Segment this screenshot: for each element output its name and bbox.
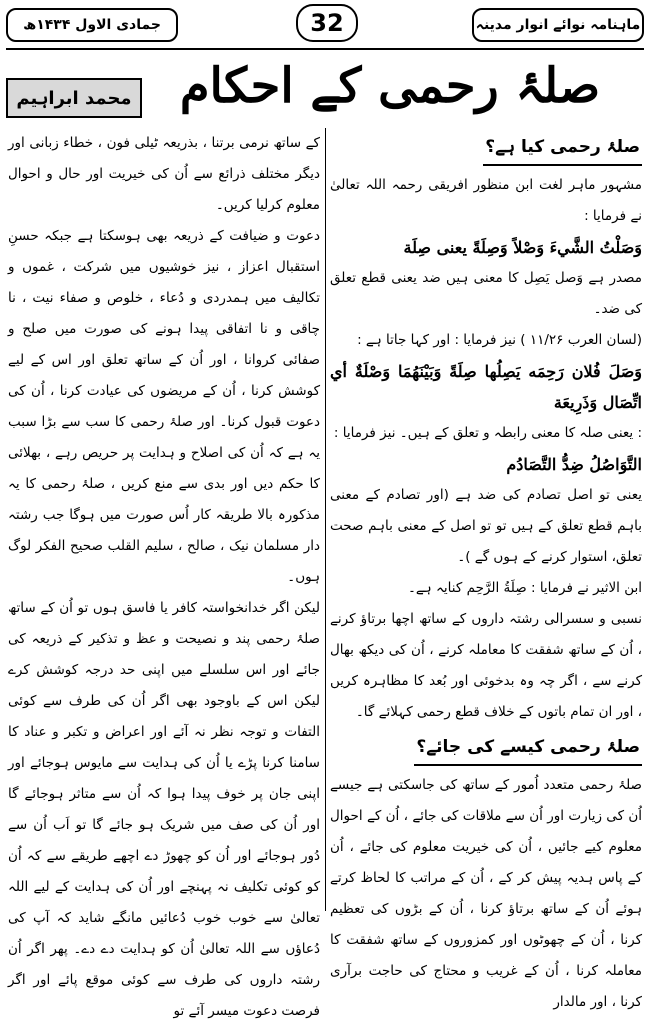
paragraph: لیکن اگر خدانخواستہ کافر یا فاسق ہوں تو اُن کے ساتھ صلۂ رحمی پند و نصیحت و عظ و تذکیر کے ذریعہ کی جائے اور اس سلسلے میں اپنی حد درجہ کوشش کرے لیکن اس کے باوجود بھی اگر اُن کی طرف سے کوئی التفات و توجہ نظر نہ آئے اور اعراض و تکبر و عناد کا سامنا کرنا پڑے یا اُن کی ہدایت سے مایوس ہوجائے اور اپنی جان پر خوف پیدا ہوا کہ اُن سے متاثر ہوجائے گا اور اُن کی صف میں شریک ہو جائے گا تو اَب اُن سے دُور ہوجائے اور اُن کو چھوڑ دے اچھے طریقے سے کہ اُن کو کوئی تکلیف نہ پہنچے اور اُن کی ہدایت کے لیے اللہ تعالیٰ سے خوب خوب دُعائیں مانگے شاید کہ آپ کی دُعاؤں سے اللہ تعالیٰ اُن کو ہدایت دے دے۔ پھر اگر اُن رشتہ داروں کی طرف سے کوئی موقع پائے اور اگر فرصت دعوت میسر آئے تو	[8, 600, 320, 1019]
paragraph: دعوت و ضیافت کے ذریعہ بھی ہوسکتا ہے جبکہ حسنِ استقبال اعزاز ، نیز خوشیوں میں شرکت ، غموں و تکالیف میں ہمدردی و دُعاء ، خلوص و صفاء نیت ، نا چاقی و نا اتفاقی پیدا ہونے کی صورت میں صلح و صفائی کروانا ، اور اُن کے ساتھ تعلق اور اس کے لیے کوشش کرنا ، اُن کے مریضوں کی عیادت کرنا ، اُن کی دعوت قبول کرنا۔ اور صلۂ رحمی کا سب سے بڑا سبب یہ ہے کہ اُن کی اصلاح و ہدایت پر حریص رہے ، بھلائی کا حکم دیں اور بدی سے منع کریں ، صلۂ رحمی کا یہ مذکورہ بالا طریقہ کار اُس صورت میں ہوگا جب رشتہ دار مسلمان نیک ، صالح ، سلیم القلب صحیح الفکر لوگ ہوں۔	[8, 228, 320, 585]
magazine-name: ماہنامہ نوائے انوار مدینہ	[472, 8, 644, 42]
paragraph: یعنی تو اصل تصادم کی ضد ہے (اور تصادم کے معنی باہم قطع تعلق کے ہیں تو تو اصل کے معنی باہم صحت تعلق، استوار کرنے کے ہوں گے )۔	[330, 487, 642, 565]
left-column	[8, 128, 320, 1019]
arabic-quote: التَّوَاصُلُ ضِدُّ التَّصَادُم	[506, 455, 642, 474]
heading-how-to-do-silah-rahmi: صلۂ رحمی کیسے کی جائے؟	[414, 730, 642, 766]
issue-date: جمادی الاول ۱۴۳۴ھ	[6, 8, 178, 42]
paragraph: (لسان العرب ۱۱/۲۶ ) نیز فرمایا : اور کہا جاتا ہے :	[357, 332, 642, 348]
paragraph: صلۂ رحمی متعدد اُمور کے ساتھ کی جاسکتی ہے جیسے اُن کی زیارت اور اُن سے ملاقات کی جائے ، اُن کے احوال معلوم کیے جائیں ، اُن کی خیریت معلوم کی جائے ، اُن کے پاس ہدیہ پیش کر کے ، اُن کے مراتب کا لحاظ کرتے ہوئے اُن کے ساتھ برتاؤ کرنا ، اُن کے بڑوں کی تعظیم کرنا ، اُن کے چھوٹوں اور کمزوروں کے ساتھ شفقت کا معاملہ کرنا ، اُن کے غریب و محتاج کی حاجت برآری کرنا ، اور مالدار	[330, 777, 642, 1010]
paragraph: مصدر ہے وَصل یَصِل کا معنی ہیں ضد یعنی قطع تعلق کی ضد۔	[330, 270, 642, 317]
title-band	[6, 50, 644, 122]
page-header	[6, 4, 644, 42]
right-column	[330, 128, 642, 1010]
paragraph: کے ساتھ نرمی برتنا ، بذریعہ ٹیلی فون ، خطاء زبانی اور دیگر مختلف ذرائع سے اُن کی خیریت اور حال و احوال معلوم کرلیا کریں۔	[8, 135, 320, 213]
paragraph: مشہور ماہر لغت ابن منظور افریقی رحمہ اللہ تعالیٰ نے فرمایا :	[330, 177, 642, 224]
arabic-quote: وَصَلَ فُلان رَحِمَه يَصِلُها صِلَةً وَبَيْنَهُمَا وَصْلَةٌ أي اتِّصَال وَذَرِيعَة	[330, 362, 642, 412]
paragraph: ابن الاثیر نے فرمایا : صِلَةُ الرَّحِم کنایہ ہے۔	[407, 580, 642, 596]
page-number: 32	[296, 4, 358, 42]
author-name: محمد ابراہیم	[6, 78, 142, 118]
article-title: صلۂ رحمی کے احکام	[179, 58, 601, 114]
paragraph: : یعنی صلہ کا معنی رابطہ و تعلق کے ہیں۔ نیز فرمایا :	[333, 425, 642, 441]
heading-what-is-silah-rahmi: صلۂ رحمی کیا ہے؟	[483, 130, 642, 166]
paragraph: نسبی و سسرالی رشتہ داروں کے ساتھ اچھا برتاؤ کرنے ، اُن کے ساتھ شفقت کا معاملہ کرنے ، اُن کی دیکھ بھال کرنے سے ، اگر چہ وہ بدخوئی اور بُعد کا مظاہرہ کریں ، اور ان تمام باتوں کے خلاف قطع رحمی کہلائے گا۔	[330, 611, 642, 720]
column-divider	[325, 128, 326, 911]
arabic-quote: وَصَلْتُ الشَّيءَ وَصْلاً وَصِلَةً يعنى صِلَة	[403, 238, 642, 257]
